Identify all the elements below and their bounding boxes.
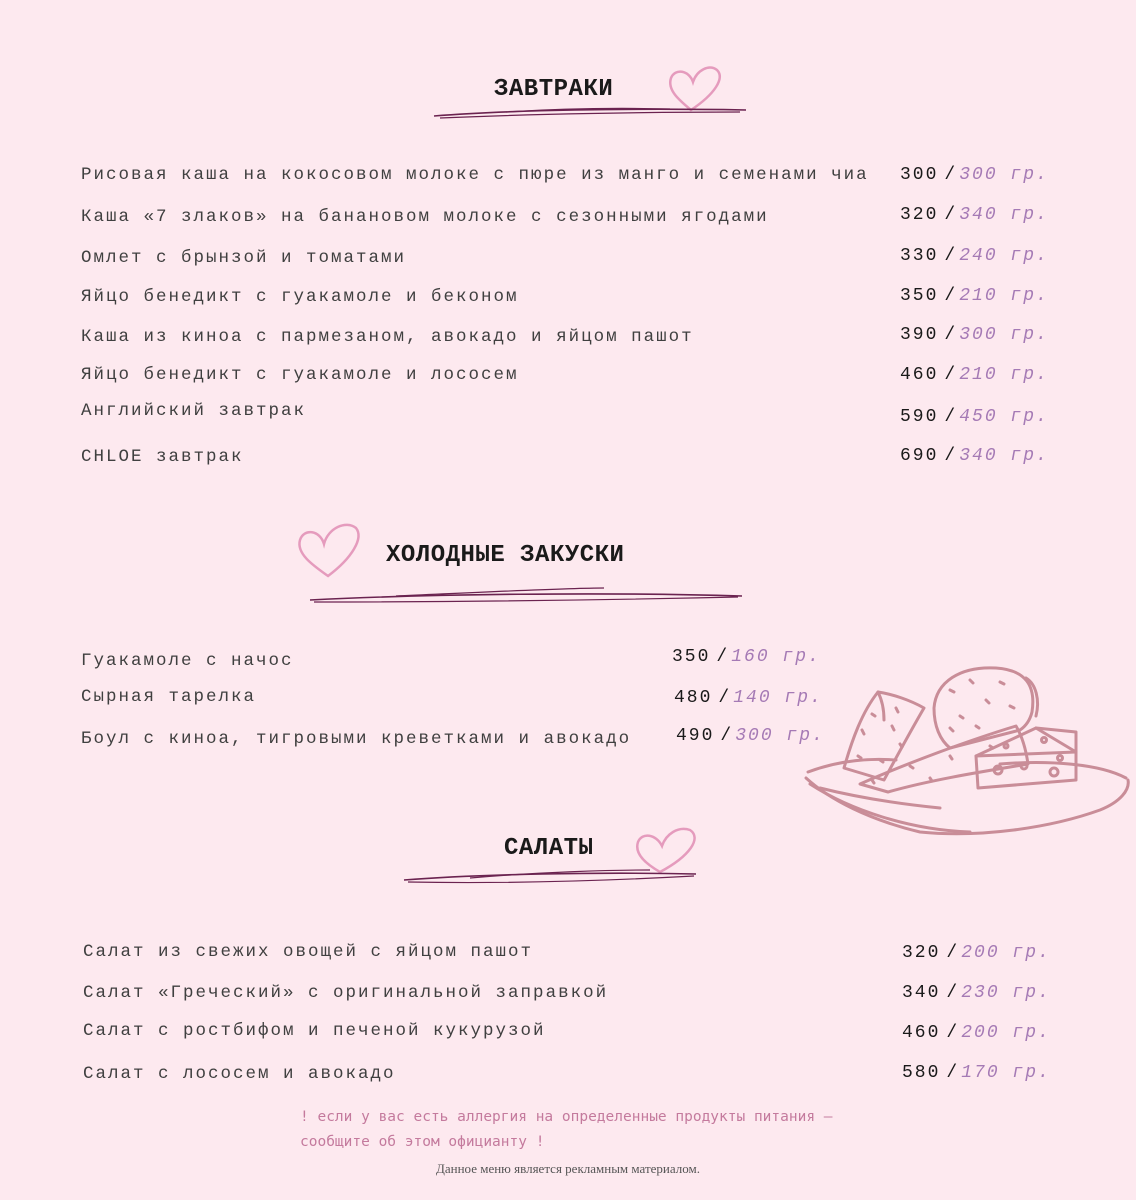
menu-item-price xyxy=(900,165,1049,185)
allergy-note-line1: ! если у вас есть аллергия на определенные продукты питания — xyxy=(300,1109,833,1125)
menu-item-name: Каша «7 злаков» на банановом молоке с сезонными ягодами xyxy=(81,207,769,227)
menu-item-price xyxy=(902,1023,1051,1043)
menu-item-name: Каша из киноа с пармезаном, авокадо и яйцом пашот xyxy=(81,327,694,347)
menu-item-price xyxy=(900,286,1049,306)
weight-value: 140 гр. xyxy=(733,688,823,708)
weight-value: 300 гр. xyxy=(959,165,1049,185)
menu-item-name: Салат из свежих овощей с яйцом пашот xyxy=(83,942,534,962)
weight-value: 240 гр. xyxy=(959,246,1049,266)
section-underline-cold-appetizers xyxy=(306,584,746,612)
weight-value: 300 гр. xyxy=(959,325,1049,345)
menu-item-name: Салат с лососем и авокадо xyxy=(83,1064,396,1084)
menu-item-price xyxy=(900,205,1049,225)
menu-item-name: Гуакамоле с начос xyxy=(81,651,294,671)
menu-item-price xyxy=(900,246,1049,266)
allergy-note xyxy=(300,1105,900,1155)
price-separator: / xyxy=(720,726,734,746)
menu-item-name: Боул с киноа, тигровыми креветками и авокадо xyxy=(81,729,632,749)
price-value: 580 xyxy=(902,1063,941,1083)
price-value: 320 xyxy=(902,943,941,963)
price-separator: / xyxy=(718,688,732,708)
price-value: 490 xyxy=(676,726,715,746)
price-value: 390 xyxy=(900,325,939,345)
price-separator: / xyxy=(946,983,960,1003)
weight-value: 340 гр. xyxy=(959,205,1049,225)
price-value: 460 xyxy=(902,1023,941,1043)
weight-value: 200 гр. xyxy=(961,1023,1051,1043)
weight-value: 160 гр. xyxy=(731,647,821,667)
section-underline-breakfast xyxy=(430,100,750,126)
weight-value: 210 гр. xyxy=(959,365,1049,385)
price-separator: / xyxy=(946,943,960,963)
weight-value: 210 гр. xyxy=(959,286,1049,306)
price-value: 480 xyxy=(674,688,713,708)
menu-item-price xyxy=(900,446,1049,466)
price-separator: / xyxy=(944,446,958,466)
menu-item-name: Омлет с брынзой и томатами xyxy=(81,248,407,268)
price-separator: / xyxy=(944,325,958,345)
menu-item-price xyxy=(672,647,821,667)
menu-item-price xyxy=(900,325,1049,345)
weight-value: 230 гр. xyxy=(961,983,1051,1003)
section-title-breakfast: ЗАВТРАКИ xyxy=(494,76,614,103)
price-value: 350 xyxy=(900,286,939,306)
weight-value: 300 гр. xyxy=(735,726,825,746)
price-value: 460 xyxy=(900,365,939,385)
price-separator: / xyxy=(946,1023,960,1043)
price-separator: / xyxy=(944,407,958,427)
price-separator: / xyxy=(944,246,958,266)
advertising-disclaimer: Данное меню является рекламным материалом. xyxy=(436,1161,700,1176)
menu-item-price xyxy=(902,983,1051,1003)
price-separator: / xyxy=(716,647,730,667)
menu-item-name: Салат «Греческий» с оригинальной заправкой xyxy=(83,983,609,1003)
price-value: 320 xyxy=(900,205,939,225)
weight-value: 170 гр. xyxy=(961,1063,1051,1083)
weight-value: 200 гр. xyxy=(961,943,1051,963)
price-value: 300 xyxy=(900,165,939,185)
section-underline-salads xyxy=(400,864,700,892)
weight-value: 340 гр. xyxy=(959,446,1049,466)
menu-item-price xyxy=(900,407,1049,427)
menu-item-name: Сырная тарелка xyxy=(81,687,257,707)
price-separator: / xyxy=(946,1063,960,1083)
menu-item-name: Английский завтрак xyxy=(81,401,307,421)
price-separator: / xyxy=(944,165,958,185)
menu-item-price xyxy=(902,1063,1051,1083)
menu-item-name: Яйцо бенедикт с гуакамоле и лососем xyxy=(81,365,519,385)
price-separator: / xyxy=(944,365,958,385)
heart-icon xyxy=(294,518,364,580)
menu-item-name: Яйцо бенедикт с гуакамоле и беконом xyxy=(81,287,519,307)
section-title-cold-appetizers: ХОЛОДНЫЕ ЗАКУСКИ xyxy=(386,542,625,569)
menu-item-name: Салат с ростбифом и печеной кукурузой xyxy=(83,1021,546,1041)
price-value: 590 xyxy=(900,407,939,427)
price-separator: / xyxy=(944,205,958,225)
section-title-salads: САЛАТЫ xyxy=(504,835,594,862)
allergy-note-line2: сообщите об этом официанту ! xyxy=(300,1134,545,1150)
price-value: 330 xyxy=(900,246,939,266)
price-value: 690 xyxy=(900,446,939,466)
cheese-board-illustration xyxy=(800,660,1136,845)
menu-item-name: CHLOE завтрак xyxy=(81,447,244,467)
price-value: 350 xyxy=(672,647,711,667)
price-value: 340 xyxy=(902,983,941,1003)
price-separator: / xyxy=(944,286,958,306)
menu-item-price xyxy=(900,365,1049,385)
menu-item-price xyxy=(902,943,1051,963)
weight-value: 450 гр. xyxy=(959,407,1049,427)
menu-item-name: Рисовая каша на кокосовом молоке с пюре из манго и семенами чиа xyxy=(81,165,869,185)
